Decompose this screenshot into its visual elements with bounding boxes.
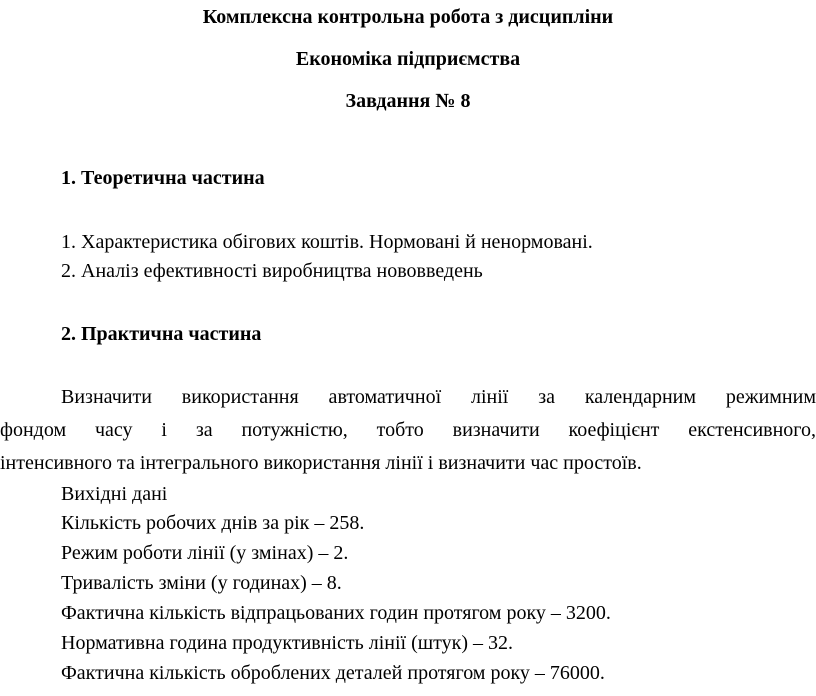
input-item: Тривалість зміни (у годинах) – 8. (61, 572, 342, 594)
input-item: Нормативна година продуктивність лінії (штук) – 32. (61, 632, 513, 654)
input-item: Фактична кількість оброблених деталей протягом року – 76000. (61, 662, 605, 684)
inputs-heading: Вихідні дані (61, 483, 168, 505)
theory-item-1: 1. Характеристика обігових коштів. Нормовані й ненормовані. (61, 231, 593, 253)
input-item: Фактична кількість відпрацьованих годин протягом року – 3200. (61, 602, 611, 624)
theory-heading: 1. Теоретична частина (61, 167, 265, 189)
practice-heading: 2. Практична частина (61, 323, 262, 345)
theory-item-2: 2. Аналіз ефективності виробництва нововведень (61, 260, 483, 282)
task-title: Завдання № 8 (345, 90, 471, 112)
task-paragraph-line-2: фондом часу і за потужністю, тобто визначити коефіцієнт екстенсивного, (0, 419, 816, 441)
subject-title: Економіка підприємства (295, 48, 521, 70)
document-title: Комплексна контрольна робота з дисципліни (202, 6, 614, 28)
input-item: Кількість робочих днів за рік – 258. (61, 512, 365, 534)
task-paragraph-line-1: Визначити використання автоматичної лінії за календарним режимним (61, 386, 816, 408)
task-paragraph-line-3: інтенсивного та інтегрального використання лінії і визначити час простоїв. (0, 452, 642, 474)
input-item: Режим роботи лінії (у змінах) – 2. (61, 542, 349, 564)
